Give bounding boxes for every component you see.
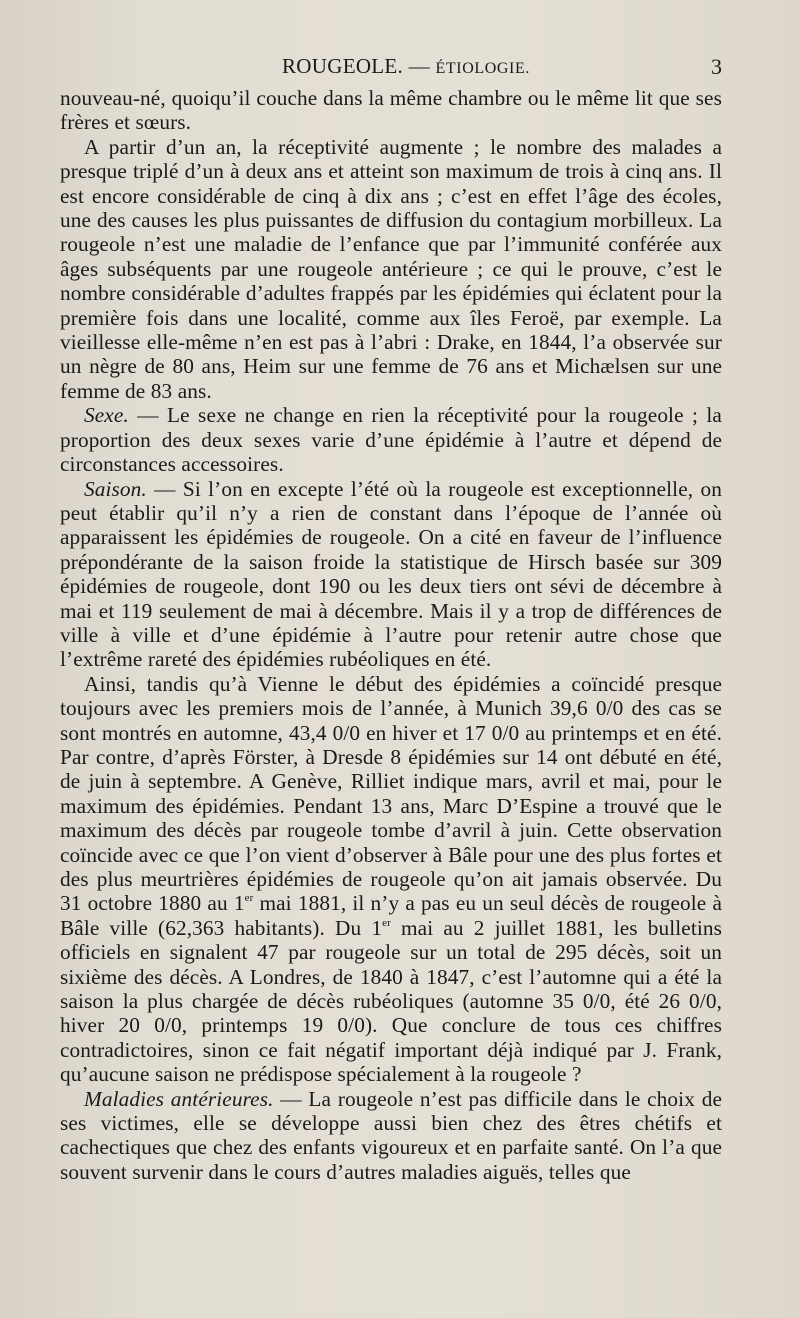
page-number: 3 [711, 54, 722, 79]
runin-heading-maladies: Maladies antérieures. [84, 1086, 274, 1111]
paragraph-text-part-1: Ainsi, tandis qu’à Vienne le début des épidémies a coïncidé presque toujours avec les premiers mois de l’année, à Munich 39,6 0/0 des cas se sont montrés en automne, 43,4 0/0 en hiver et 17 0/0 au printemps et en été. Par contre, d’après Förster, à Dresde 8 épidémies sur 14 ont débuté en été, de juin à septembre. A Genève, Rilliet indique mars, avril et mai, pour le maximum des épidémies. Pendant 13 ans, Marc D’Espine a trouvé que le maximum des décès par rougeole tombe d’avril à juin. Cette observation coïncide avec ce que l’on vient d’observer à Bâle pour une des plus fortes et des plus meurtrières épidémies de rougeole qu’on ait jamais observée. Du 31 octobre 1880 au 1 [60, 671, 722, 916]
runin-heading-saison: Saison. [84, 476, 147, 501]
section-title: ÉTIOLOGIE. [435, 60, 530, 77]
paragraph-text: — Le sexe ne change en rien la réceptivité pour la rougeole ; la proportion des deux sexes varie d’une épidémie à l’autre et dépend de circonstances accessoires. [60, 403, 722, 477]
running-title [282, 54, 530, 79]
paragraph-text: — Si l’on en excepte l’été où la rougeole est exceptionnelle, on peut établir qu’il n’y a rien de constant dans l’époque de l’année où apparaissent les épidémies de rougeole. On a cité en faveur de l’influence prépondérante de la saison froide la statistique de Hirsch basée sur 309 épidémies de rougeole, dont 190 ou les deux tiers ont sévi de décembre à mai et 119 seulement de mai à décembre. Mais il y a trop de différences de ville à ville et d’une épidémie à l’autre pour retenir autre chose que l’extrême rareté des épidémies rubéoliques en été. [60, 476, 722, 672]
runin-heading-sexe: Sexe. [84, 403, 129, 428]
paragraph-maladies [60, 1087, 722, 1185]
body-text [60, 86, 722, 1184]
paragraph-text: A partir d’un an, la réceptivité augmente ; le nombre des malades a presque triplé d’un à deux ans et atteint son maximum de trois à cinq ans. Il est encore considérable de cinq à dix ans ; c’est en effet l’âge des écoles, une des causes les plus puissantes de diffusion du contagium morbilleux. La rougeole n’est une maladie de l’enfance que par l’immunité conférée aux âges subséquents par une rougeole antérieure ; ce qui le prouve, c’est le nombre considérable d’adultes frappés par les épidémies qui éclatent pour la première fois dans une localité, comme aux îles Feroë, par exemple. La vieillesse elle-même n’en est pas à l’abri : Drake, en 1844, l’a observée sur un nègre de 80 ans, Heim sur une femme de 76 ans et Michælsen sur une femme de 83 ans. [60, 134, 722, 403]
paragraph-text: — La rougeole n’est pas difficile dans le choix de ses victimes, elle se développe aussi bien chez des êtres chétifs et cachectiques que chez des enfants vigoureux et en parfaite santé. On l’a que souvent survenir dans le cours d’autres maladies aiguës, telles que [60, 1086, 722, 1184]
paragraph-statistics [60, 672, 722, 1087]
paragraph-saison [60, 477, 722, 672]
paragraph-text-part-2: mai 1881, il n’y a pas eu un seul décès de rougeole à Bâle ville (62,363 habitants). Du 1 [60, 891, 723, 940]
paragraph-text: nouveau-né, quoiqu’il couche dans la même chambre ou le même lit que ses frères et sœurs. [60, 86, 722, 135]
paragraph-continuation [60, 86, 722, 135]
superscript-er: er [244, 892, 254, 905]
paragraph-sexe [60, 403, 722, 476]
paragraph-age [60, 135, 722, 403]
paragraph-text-part-3: mai au 2 juillet 1881, les bulletins officiels en signalent 47 par rougeole sur un total de 295 décès, soit un sixième des décès. A Londres, de 1840 à 1847, c’est l’automne qui a été la saison la plus chargée de décès rubéoliques (automne 35 0/0, été 26 0/0, hiver 20 0/0, printemps 19 0/0). Que conclure de tous ces chiffres contradictoires, sinon ce fait négatif important déjà indiqué par J. Frank, qu’aucune saison ne prédispose spécialement à la rougeole ? [60, 915, 723, 1087]
chapter-title: ROUGEOLE. — [282, 54, 436, 78]
running-head [60, 54, 722, 84]
superscript-er: er [382, 916, 391, 929]
